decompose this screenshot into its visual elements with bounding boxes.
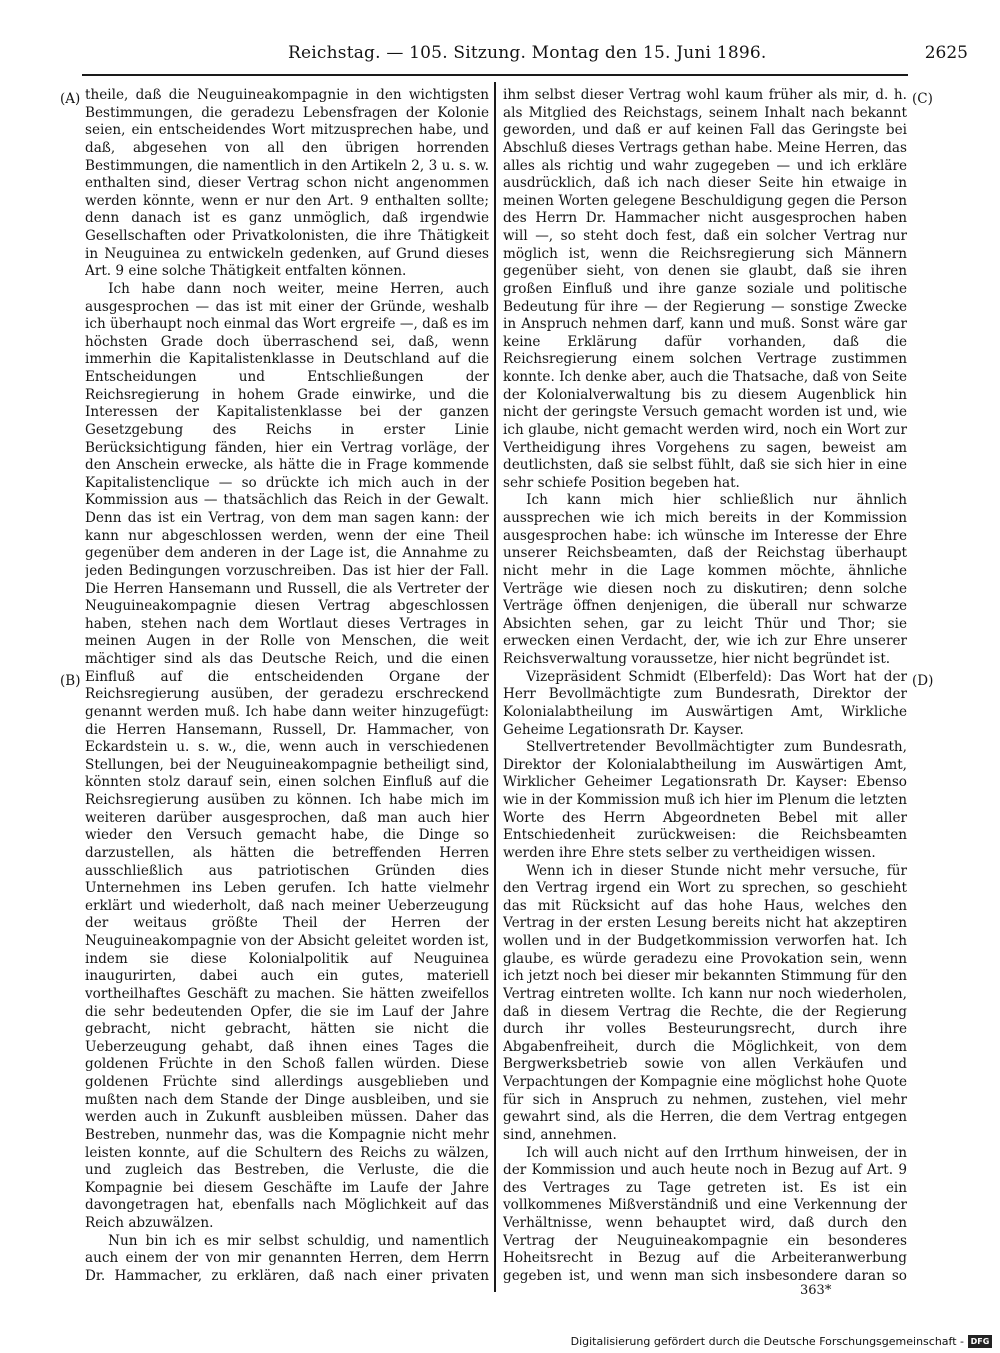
margin-mark-c: (C) [912,91,933,107]
paragraph: Nun bin ich es mir selbst schuldig, und namentlich auch einem der von mir genannten Herren, dem Herrn Dr. Hammacher, zu erklären, daß nach einer privaten [85,1232,489,1284]
paragraph: Ich will auch nicht auf den Irrthum hinweisen, der in der Kommission und auch heute noch in Bezug auf Art. 9 des Vertrages zu Tage getreten ist. Es ist ein vollkommenes Mißverständniß und eine Verkennung der Verhältnisse, wenn behauptet wird, daß durch den Vertrag der Neuguineakompagnie ein besonderes Hoheitsrecht in Bezug auf die Arbeiteranwerbung gegeben ist, und wenn man sich insbesondere daran so [503,1144,907,1284]
page-number: 2625 [924,43,968,63]
signature-mark: 363* [800,1283,832,1298]
paragraph: Vizepräsident Schmidt (Elberfeld): Das Wort hat der Herr Bevollmächtigte zum Bundesrath, Direktor der Kolonialabtheilung im Auswärtigen Amt, Wirkliche Geheime Legationsrath Dr. Kayser. [503,668,907,738]
margin-mark-d: (D) [912,673,934,689]
right-column [503,87,907,1285]
margin-mark-b: (B) [60,673,81,689]
running-title: Reichstag. — 105. Sitzung. Montag den 15. Juni 1896. [288,43,767,63]
dfg-logo-icon: DFG [968,1335,992,1348]
paragraph: Ich kann mich hier schließlich nur ähnlich aussprechen wie ich mich bereits in der Kommission ausgesprochen habe: ich wünsche im Interesse der Ehre unserer Reichsbeamten, daß der Reichstag überhaupt nicht mehr in die Lage kommen möchte, ähnliche Verträge wie diesen noch zu diskutiren; denn solche Verträge öffnen denjenigen, die überall nur schwarze Absichten sehen, gar zu leicht Thür und Thor; sie erwecken einen Verdacht, der, wie ich zur Ehre unserer Reichsverwaltung voraussetze, hier nicht begründet ist. [503,492,907,667]
margin-mark-a: (A) [60,91,81,107]
digitization-footer [570,1334,994,1350]
footer-credit: Digitalisierung gefördert durch die Deutsche Forschungsgemeinschaft - [570,1335,964,1348]
paragraph: Stellvertretender Bevollmächtigter zum Bundesrath, Direktor der Kolonialabtheilung im Auswärtigen Amt, Wirklicher Geheimer Legationsrath Dr. Kayser: Ebenso wie in der Kommission muß ich hier im Plenum die letzten Worte des Herrn Abgeordneten Bebel mit aller Entschiedenheit zurückweisen: die Reichsbeamten werden ihre Ehre stets selber zu vertheidigen wissen. [503,739,907,861]
header-rule [82,74,908,76]
running-header [40,36,968,70]
paragraph: Wenn ich in dieser Stunde nicht mehr versuche, für den Vertrag irgend ein Wort zu sprechen, so geschieht das mit Rücksicht auf das hohe Haus, welches den Vertrag in der ersten Lesung bereits nicht hat akzeptiren wollen und in der Budgetkommission verworfen hat. Ich glaube, es würde geradezu eine Provokation sein, wenn ich jetzt noch bei dieser mir bekannten Stimmung für den Vertrag eintreten wollte. Ich kann nur noch wiederholen, daß in diesem Vertrag die Rechte, die der Regierung durch ihr volles Besteurungsrecht, durch ihre Abgabenfreiheit, durch die Möglichkeit, von dem Bergwerksbetrieb sowie von allen Verkäufen und Verpachtungen der Kompagnie eine möglichst hohe Quote für sich in Anspruch zu nehmen, zustehen, viel mehr gewahrt sind, als die Herren, die dem Vertrag entgegen sind, annehmen. [503,862,907,1143]
paragraph: theile, daß die Neuguineakompagnie in den wichtigsten Bestimmungen, die geradezu Lebensfragen der Kolonie seien, ein entscheidendes Wort mitzusprechen habe, und daß, abgesehen von all den übrigen horrenden Bestimmungen, die namentlich in den Artikeln 2, 3 u. s. w. enthalten sind, dieser Vertrag schon nicht angenommen werden könnte, wenn er nur den Art. 9 enthalten sollte; denn danach ist es ganz unmöglich, daß irgendwie Gesellschaften oder Privatkolonisten, die ihre Thätigkeit in Neuguinea zu entwickeln gedenken, auf Grund dieses Art. 9 eine solche Thätigkeit entfalten können. [85,87,489,280]
column-separator [494,82,496,1292]
left-column [85,87,489,1285]
paragraph: Ich habe dann noch weiter, meine Herren, auch ausgesprochen — das ist mit einer der Gründe, weshalb ich überhaupt noch einmal das Wort ergreife —, daß es im höchsten Grade doch überraschend sei, daß, wenn immerhin die Kapitalistenklasse in Deutschland auf die Entscheidungen und Entschließungen der Reichsregierung in hohem Grade einwirke, und die Interessen der Kapitalistenklasse bei der ganzen Gesetzgebung des Reichs in erster Linie Berücksichtigung fänden, hier ein Vertrag vorläge, der den Anschein erwecke, als hätte die in Frage kommende Kapitalistenclique — so drückte ich mich auch in der Kommission aus — thatsächlich das Reich in der Gewalt. Denn das ist ein Vertrag, von dem man sagen kann: der kann nur abgeschlossen werden, wenn der eine Theil gegenüber dem anderen in der Lage ist, die Annahme zu jeden Bedingungen vorzuschreiben. Das ist hier der Fall. Die Herren Hansemann und Russell, die als Vertreter der Neuguineakompagnie diesen Vertrag abgeschlossen haben, stehen nach dem Wortlaut dieses Vertrages in meinen Augen in der Rolle von Menschen, die weit mächtiger sind als das Deutsche Reich, und die einen Einfluß auf die entscheidenden Organe der Reichsregierung ausüben, der geradezu erschreckend genannt werden muß. Ich habe dann weiter hinzugefügt: die Herren Hansemann, Russell, Dr. Hammacher, von Eckardstein u. s. w., die, wenn auch in verschiedenen Stellungen, bei der Neuguineakompagnie betheiligt sind, könnten stolz darauf sein, einen solchen Einfluß auf die Reichsregierung ausüben zu können. Ich habe mich im weiteren darüber ausgesprochen, daß man auch hier wieder den Versuch gemacht habe, die Dinge so darzustellen, als hätten die betreffenden Herren ausschließlich aus patriotischen Gründen dies Unternehmen ins Leben gerufen. Ich hatte vielmehr erklärt und wiederholt, daß nach meiner Ueberzeugung der weitaus größte Theil der Herren der Neuguineakompagnie von der Absicht geleitet worden ist, indem sie diese Kolonialpolitik auf Neuguinea inaugurirten, dabei auch ein gutes, materiell vortheilhaftes Geschäft zu machen. Sie hätten zweifellos die sehr bedeutenden Opfer, die sie im Lauf der Jahre gebracht, nicht gebracht, hätten sie nicht die Ueberzeugung gehabt, daß ihnen eines Tages die goldenen Früchte in den Schoß fallen würden. Diese goldenen Früchte sind allerdings ausgeblieben und mußten nach dem Stande der Dinge ausbleiben, und sie werden auch in Zukunft ausbleiben müssen. Daher das Bestreben, nunmehr das, was die Kompagnie nicht mehr leisten konnte, auf die Schultern des Reichs zu wälzen, und zugleich das Bestreben, die Verluste, die die Kompagnie bei diesem Geschäfte im Laufe der Jahre davongetragen hat, ebenfalls nach Möglichkeit auf das Reich abzuwälzen. [85,280,489,1231]
paragraph: ihm selbst dieser Vertrag wohl kaum früher als mir, d. h. als Mitglied des Reichstags, seinem Inhalt nach bekannt geworden, und daß er auf keinen Fall das Geringste bei Abschluß dieses Vertrags gethan habe. Meine Herren, das alles als richtig und wahr zugegeben — und ich erkläre ausdrücklich, daß ich nach dieser Seite hin etwaige in meinen Worten gelegene Beschuldigung gegen die Person des Herrn Dr. Hammacher nicht ausgesprochen haben will —, so steht doch fest, daß ein solcher Vertrag nur möglich ist, wenn die Reichsregierung sich Männern gegenüber sieht, von denen sie glaubt, daß sie ihren großen Einfluß und ihre ganze soziale und politische Bedeutung für ihre — der Regierung — sonstige Zwecke in Anspruch nehmen darf, kann und muß. Sonst wäre gar keine Erklärung dafür vorhanden, daß die Reichsregierung einem solchen Vertrage zustimmen konnte. Ich denke aber, auch die Thatsache, daß von Seite der Kolonialverwaltung bis zu diesem Augenblick hin nicht der geringste Versuch gemacht worden ist und, wie ich glaube, nicht gemacht werden wird, noch ein Wort zur Vertheidigung ihres Vorgehens zu sagen, beweist am deutlichsten, daß sie selbst fühlt, daß sie sich hier in eine sehr schiefe Position begeben hat. [503,87,907,491]
